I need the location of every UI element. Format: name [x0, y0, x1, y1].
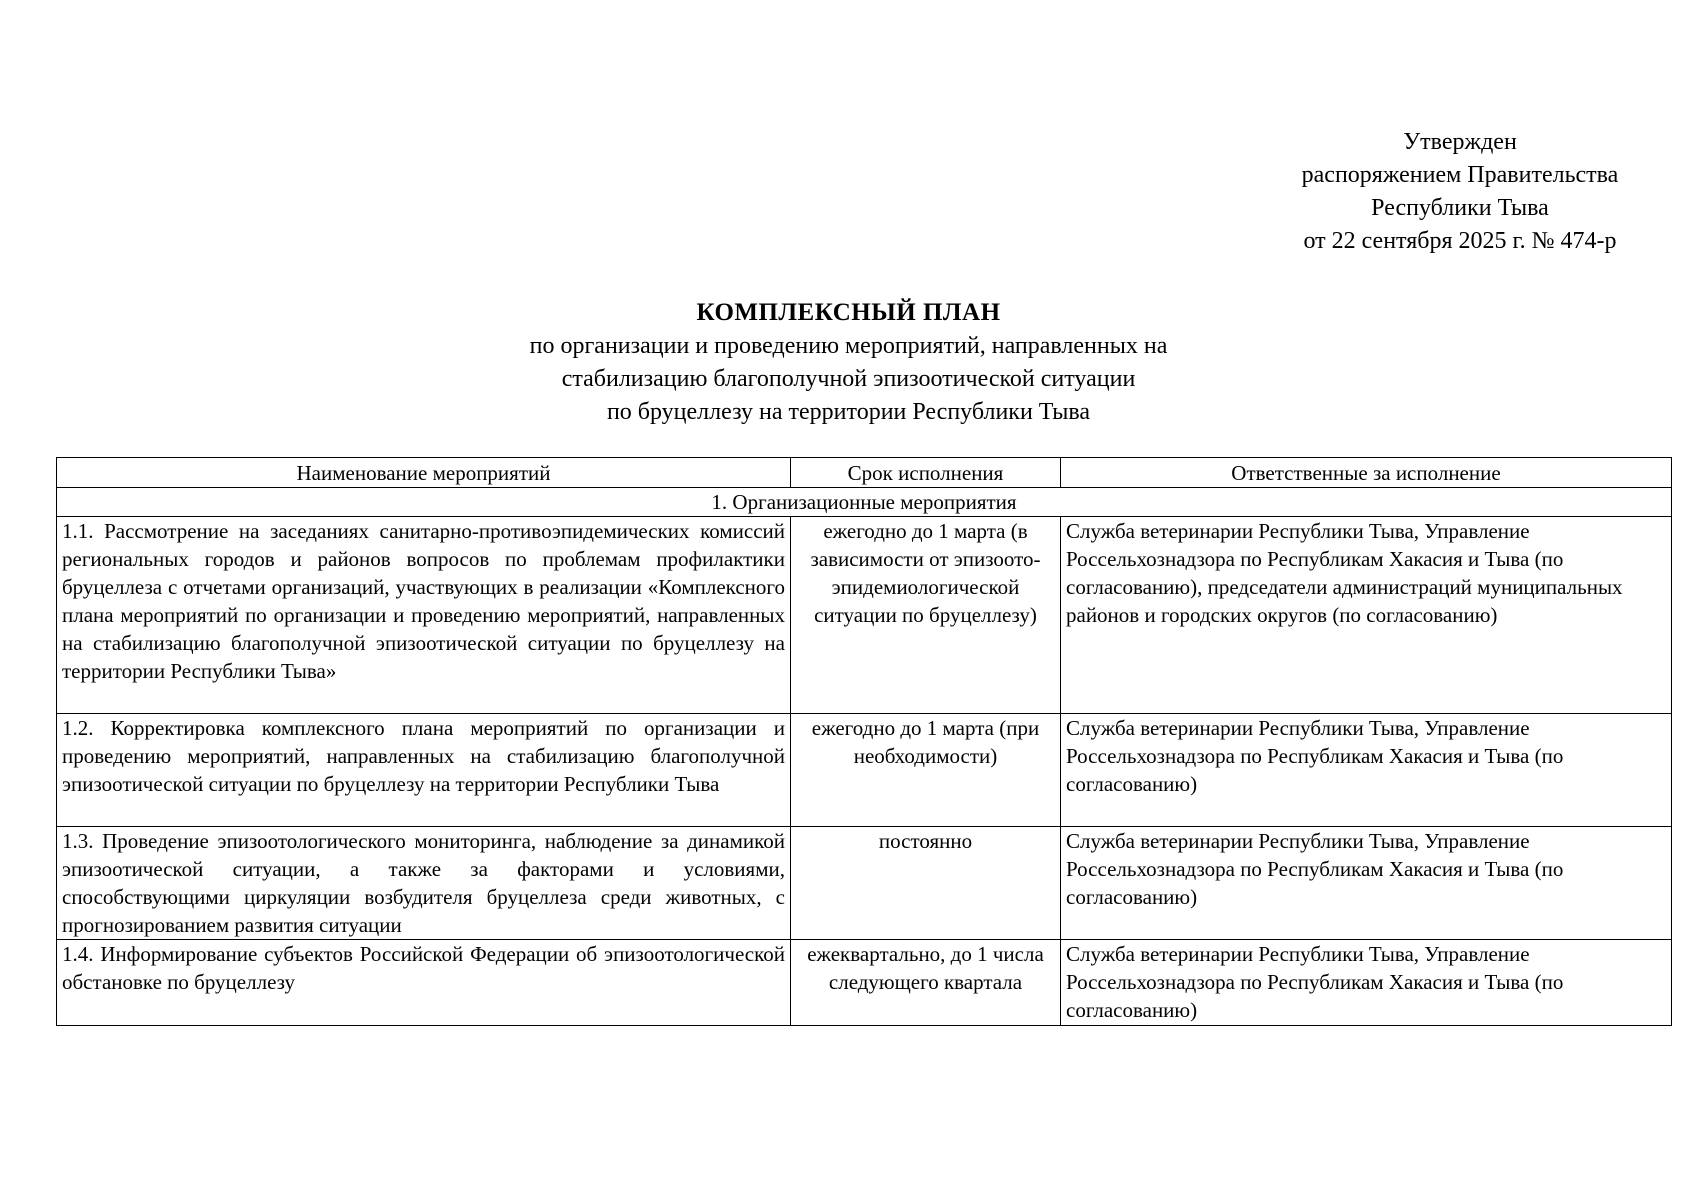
row-responsible: Служба ветеринарии Республики Тыва, Управление Россельхознадзора по Республикам Хакасия и Тыва (по согласованию) — [1061, 714, 1672, 827]
approval-line-republic: Республики Тыва — [1371, 195, 1549, 221]
row-term: ежеквартально, до 1 числа следующего квартала — [791, 940, 1061, 1026]
table-row — [57, 940, 1672, 1026]
document-subtitle-line-1: по организации и проведению мероприятий, направленных на — [529, 333, 1168, 359]
document-subtitle-line-2: стабилизацию благополучной эпизоотической ситуации — [561, 366, 1136, 392]
row-term: ежегодно до 1 марта (в зависимости от эпизоото-эпидемиологической ситуации по бруцеллезу) — [791, 517, 1061, 714]
document-title: КОМПЛЕКСНЫЙ ПЛАН — [696, 299, 1001, 326]
table-row — [57, 714, 1672, 827]
row-name: 1.2. Корректировка комплексного плана мероприятий по организации и проведению мероприятий, направленных на стабилизацию благополучной эпизоотической ситуации по бруцеллезу на территории Республики Тыва — [57, 714, 791, 827]
row-name: 1.1. Рассмотрение на заседаниях санитарно-противоэпидемических комиссий региональных городов и районов вопросов по проблемам профилактики бруцеллеза с отчетами организаций, участвующих в реализации «Комплексного плана мероприятий по организации и проведению мероприятий, направленных на стабилизацию благополучной эпизоотической ситуации по бруцеллезу на территории Республики Тыва» — [57, 517, 791, 714]
row-name: 1.3. Проведение эпизоотологического мониторинга, наблюдение за динамикой эпизоотической ситуации, а также за факторами и условиями, способствующими циркуляции возбудителя бруцеллеза среди животных, с прогнозированием развития ситуации — [57, 827, 791, 940]
row-responsible: Служба ветеринарии Республики Тыва, Управление Россельхознадзора по Республикам Хакасия и Тыва (по согласованию) — [1061, 827, 1672, 940]
row-responsible: Служба ветеринарии Республики Тыва, Управление Россельхознадзора по Республикам Хакасия и Тыва (по согласованию) — [1061, 940, 1672, 1026]
document-subtitle-line-3: по бруцеллезу на территории Республики Тыва — [606, 399, 1091, 425]
table-row — [57, 517, 1672, 714]
approval-line-order: распоряжением Правительства — [1301, 162, 1619, 188]
row-name: 1.4. Информирование субъектов Российской Федерации об эпизоотологической обстановке по бруцеллезу — [57, 940, 791, 1026]
row-responsible: Служба ветеринарии Республики Тыва, Управление Россельхознадзора по Республикам Хакасия и Тыва (по согласованию), председатели администраций муниципальных районов и городских округов (по согласованию) — [1061, 517, 1672, 714]
table-header-row — [57, 458, 1672, 488]
section-title: 1. Организационные мероприятия — [57, 488, 1672, 517]
document-title-block — [0, 296, 1697, 429]
header-responsible: Ответственные за исполнение — [1061, 458, 1672, 488]
header-term: Срок исполнения — [791, 458, 1061, 488]
plan-table — [56, 457, 1672, 1026]
row-term: ежегодно до 1 марта (при необходимости) — [791, 714, 1061, 827]
header-name: Наименование мероприятий — [57, 458, 791, 488]
table-row — [57, 827, 1672, 940]
approval-stamp — [1230, 126, 1690, 258]
approval-line-date: от 22 сентября 2025 г. № 474-р — [1303, 228, 1617, 254]
table-section-row — [57, 488, 1672, 517]
approval-line-approved: Утвержден — [1403, 129, 1517, 155]
row-term: постоянно — [791, 827, 1061, 940]
